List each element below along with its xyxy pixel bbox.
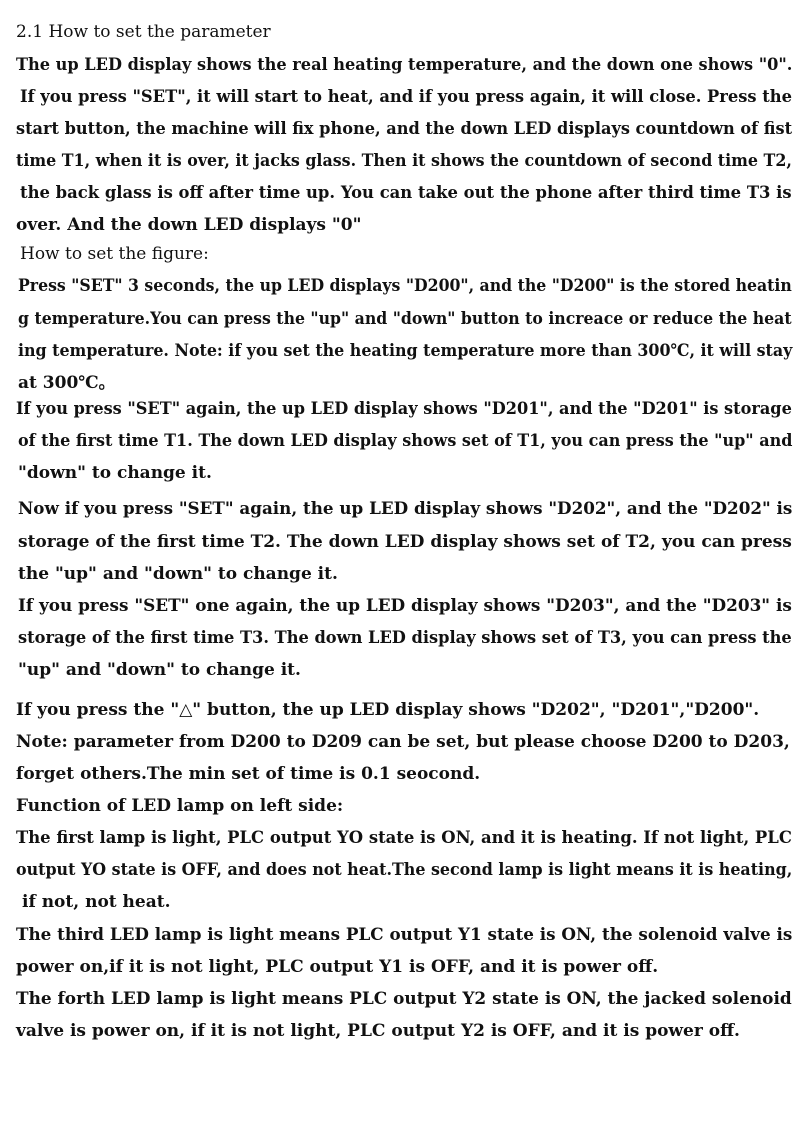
text-line: If you press "SET", it will start to heat, and if you press again, it will close. Press the xyxy=(20,87,792,107)
text-line: If you press the "△" button, the up LED display shows "D202", "D201","D200". xyxy=(16,700,760,720)
text-line: time T1, when it is over, it jacks glass. Then it shows the countdown of second time T2, xyxy=(16,151,792,171)
subheading: Function of LED lamp on left side: xyxy=(16,796,344,816)
text-line: power on,if it is not light, PLC output Y1 is OFF, and it is power off. xyxy=(16,957,659,977)
text-line: the "up" and "down" to change it. xyxy=(18,564,338,584)
subheading: How to set the figure: xyxy=(20,244,209,264)
text-line: the back glass is off after time up. You can take out the phone after third time T3 is xyxy=(20,183,792,203)
text-line: storage of the first time T3. The down LED display shows set of T3, you can press the xyxy=(18,628,792,648)
text-line: The first lamp is light, PLC output YO state is ON, and it is heating. If not light, PLC xyxy=(16,828,792,848)
text-line: start button, the machine will fix phone, and the down LED displays countdown of fist xyxy=(16,119,793,139)
text-line: output YO state is OFF, and does not heat.The second lamp is light means it is heating, xyxy=(16,860,793,880)
section-heading: 2.1 How to set the parameter xyxy=(16,22,271,42)
text-line: "up" and "down" to change it. xyxy=(18,660,301,680)
text-line: The third LED lamp is light means PLC output Y1 state is ON, the solenoid valve is xyxy=(16,925,793,945)
text-line: Now if you press "SET" again, the up LED display shows "D202", and the "D202" is xyxy=(18,499,793,519)
text-line: Note: parameter from D200 to D209 can be set, but please choose D200 to D203, xyxy=(16,732,790,752)
text-line: ing temperature. Note: if you set the heating temperature more than 300℃, it will stay xyxy=(18,341,793,361)
text-line: storage of the first time T2. The down LED display shows set of T2, you can press xyxy=(18,532,792,552)
text-line: over. And the down LED displays "0" xyxy=(16,215,362,235)
text-line: if not, not heat. xyxy=(22,892,171,912)
text-line: valve is power on, if it is not light, PLC output Y2 is OFF, and it is power off. xyxy=(16,1021,740,1041)
text-line: of the first time T1. The down LED display shows set of T1, you can press the "up" and xyxy=(18,431,793,451)
text-line: If you press "SET" one again, the up LED display shows "D203", and the "D203" is xyxy=(18,596,792,616)
text-line: The forth LED lamp is light means PLC output Y2 state is ON, the jacked solenoid xyxy=(16,989,792,1009)
text-line: at 300℃。 xyxy=(18,373,116,393)
text-line: Press "SET" 3 seconds, the up LED displays "D200", and the "D200" is the stored heatin xyxy=(18,276,792,296)
text-line: forget others.The min set of time is 0.1 seocond. xyxy=(16,764,481,784)
text-line: If you press "SET" again, the up LED display shows "D201", and the "D201" is storage xyxy=(16,399,792,419)
text-line: The up LED display shows the real heating temperature, and the down one shows "0". xyxy=(16,55,793,75)
text-line: g temperature.You can press the "up" and "down" button to increace or reduce the heat xyxy=(18,309,792,329)
text-line: "down" to change it. xyxy=(18,463,212,483)
